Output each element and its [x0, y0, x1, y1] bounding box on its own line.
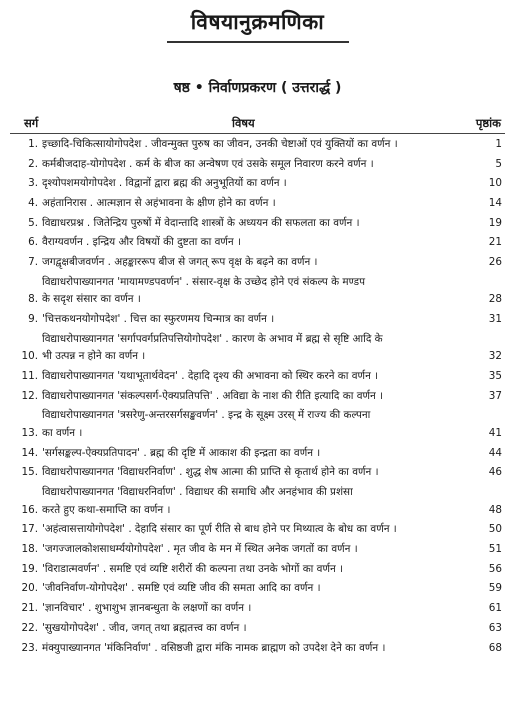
toc-entry — [0, 541, 515, 559]
toc-entry — [0, 234, 515, 252]
entry-text — [42, 541, 456, 559]
entry-text-line: वैराग्यवर्णन . इन्द्रिय और विषयों की दुष्टता का वर्णन । — [42, 236, 241, 249]
entry-number: 15. — [21, 466, 38, 479]
toc-entry — [0, 136, 515, 154]
entry-text-line: विद्याधरोपाख्यानगत 'यथाभूतार्थवेदन' . देहादि दृश्य की अभावना को स्थिर करने का वर्णन । — [42, 370, 379, 383]
entry-text — [42, 368, 456, 386]
title-underline — [167, 41, 349, 43]
entry-page-number: 68 — [488, 641, 502, 654]
entry-number: 12. — [21, 389, 38, 402]
entry-number: 17. — [21, 523, 38, 536]
entry-text — [42, 464, 456, 482]
entry-text — [42, 156, 456, 174]
toc-entry — [0, 445, 515, 463]
header-divider — [10, 133, 505, 134]
entry-number: 23. — [21, 641, 38, 654]
entry-page-number: 41 — [488, 427, 502, 440]
entry-text — [42, 311, 456, 329]
toc-entry — [0, 484, 515, 519]
entry-text-line: विद्याधरोपाख्यानगत 'विद्याधरनिर्वाण' . विद्याधर की समाधि और अनहंभाव की प्रशंसा — [42, 486, 353, 499]
entry-number: 7. — [28, 256, 38, 269]
entry-page-number: 63 — [488, 621, 502, 634]
entry-page-number: 35 — [488, 370, 502, 383]
entry-text — [42, 407, 456, 442]
entry-page-number: 44 — [488, 446, 502, 459]
entry-page-number: 59 — [488, 582, 502, 595]
entry-text — [42, 274, 456, 309]
toc-entry — [0, 331, 515, 366]
entry-number: 13. — [21, 427, 38, 440]
entry-text — [42, 521, 456, 539]
toc-entry — [0, 407, 515, 442]
entry-text — [42, 195, 456, 213]
entry-text-line: के सदृश संसार का वर्णन । — [42, 293, 141, 306]
entry-text-line: विद्याधरोपाख्यानगत 'विद्याधरनिर्वाण' . शुद्ध शेष आत्मा की प्राप्ति से कृतार्थ होने का वर्णन । — [42, 466, 379, 479]
entry-number: 2. — [28, 157, 38, 170]
entry-text-line: 'अहंत्वासत्तायोगोपदेश' . देहादि संसार का पूर्ण रीति से बाध होने पर मिथ्यात्व के बोध का वर्णन । — [42, 523, 397, 536]
toc-entries — [0, 136, 515, 659]
toc-entry — [0, 156, 515, 174]
entry-text-line: का वर्णन । — [42, 427, 83, 440]
entry-page-number: 31 — [488, 313, 502, 326]
entry-number: 3. — [28, 177, 38, 190]
toc-entry — [0, 195, 515, 213]
entry-page-number: 48 — [488, 503, 502, 516]
entry-number: 9. — [28, 313, 38, 326]
section-subtitle: षष्ठ • निर्वाणप्रकरण ( उत्तरार्द्ध ) — [173, 80, 342, 96]
entry-text — [42, 600, 456, 618]
entry-page-number: 26 — [488, 256, 502, 269]
entry-number: 5. — [28, 216, 38, 229]
entry-text-line: मंक्युपाख्यानगत 'मंकिनिर्वाण' . वसिष्ठजी द्वारा मंकि नामक ब्राह्मण को उपदेश देने का वर्णन । — [42, 641, 386, 654]
entry-text-line: विद्याधरप्रश्न . जितेन्द्रिय पुरुषों में वेदान्तादि शास्त्रों के अध्ययन की सफलता का वर्णन । — [42, 216, 360, 229]
entry-page-number: 32 — [488, 350, 502, 363]
entry-text — [42, 215, 456, 233]
entry-text — [42, 640, 456, 658]
entry-text-line: दृश्योपशमयोगोपदेश . विद्वानों द्वारा ब्रह्म की अनुभूतियों का वर्णन । — [42, 177, 287, 190]
entry-number: 1. — [28, 138, 38, 150]
toc-entry — [0, 561, 515, 579]
entry-text-line: भी उत्पन्न न होने का वर्णन । — [42, 350, 146, 363]
entry-text — [42, 331, 456, 366]
toc-entry — [0, 620, 515, 638]
entry-page-number: 61 — [488, 602, 502, 615]
toc-entry — [0, 600, 515, 618]
column-header-sarg: सर्ग — [24, 116, 39, 130]
entry-number: 18. — [21, 543, 38, 556]
entry-text-line: विद्याधरोपाख्यानगत 'त्रसरेणु-अन्तरसर्गसङ्खवर्णन' . इन्द्र के सूक्ष्म उरस् में राज्य की कल्पना — [42, 409, 371, 422]
toc-entry — [0, 640, 515, 658]
entry-number: 10. — [21, 350, 38, 363]
page-title: विषयानुक्रमणिका — [190, 10, 325, 34]
column-header-page: पृष्ठांक — [475, 116, 501, 130]
entry-text-line: 'सुखयोगोपदेश' . जीव, जगत् तथा ब्रह्मतत्त्व का वर्णन । — [42, 621, 247, 634]
toc-entry — [0, 388, 515, 406]
entry-number: 8. — [28, 293, 38, 306]
entry-number: 16. — [21, 503, 38, 516]
toc-entry — [0, 274, 515, 309]
entry-page-number: 5 — [495, 157, 502, 170]
entry-text — [42, 561, 456, 579]
entry-page-number: 50 — [488, 523, 502, 536]
entry-number: 4. — [28, 197, 38, 210]
toc-entry — [0, 368, 515, 386]
entry-text-line: विद्याधरोपाख्यानगत 'संकल्पसर्ग-ऐक्यप्रतिपत्ति' . अविद्या के नाश की रीति इत्यादि का वर्णन । — [42, 389, 384, 402]
entry-page-number: 51 — [488, 543, 502, 556]
entry-text — [42, 234, 456, 252]
toc-entry — [0, 254, 515, 272]
entry-text-line: 'विराडात्मवर्णन' . समष्टि एवं व्यष्टि शरीरों की कल्पना तथा उनके भोगों का वर्णन । — [42, 562, 343, 575]
entry-text-line: अहंतानिरास . आत्मज्ञान से अहंभावना के क्षीण होने का वर्णन । — [42, 197, 276, 210]
column-header-vishay: विषय — [232, 116, 255, 130]
entry-number: 11. — [21, 370, 38, 383]
entry-number: 20. — [21, 582, 38, 595]
toc-entry — [0, 521, 515, 539]
entry-page-number: 56 — [488, 562, 502, 575]
entry-page-number: 19 — [488, 216, 502, 229]
entry-page-number: 10 — [488, 177, 502, 190]
entry-text — [42, 388, 456, 406]
entry-page-number: 14 — [488, 197, 502, 210]
entry-page-number: 21 — [488, 236, 502, 249]
entry-text-line: जगद्वृक्षबीजवर्णन . अहङ्कार‍रूप बीज से जगत् रूप वृक्ष के बढ़ने का वर्णन । — [42, 256, 318, 269]
entry-text-line: 'चित्तकथनयोगोपदेश' . चित्त का स्फुरणमय चिन्मात्र का वर्णन । — [42, 313, 275, 326]
entry-text — [42, 175, 456, 193]
entry-text — [42, 445, 456, 463]
entry-number: 19. — [21, 562, 38, 575]
entry-number: 6. — [28, 236, 38, 249]
entry-text-line: कर्मबीजदाह-योगोपदेश . कर्म के बीज का अन्वेषण एवं उसके समूल निवारण करने वर्णन । — [42, 157, 374, 170]
entry-text — [42, 580, 456, 598]
entry-number: 22. — [21, 621, 38, 634]
entry-text — [42, 254, 456, 272]
entry-text-line: विद्याधरोपाख्यानगत 'सर्गापवर्गप्रतिपत्तियोगोपदेश' . कारण के अभाव में ब्रह्म से सृष्टि आदि के — [42, 332, 383, 345]
entry-text-line: 'ज्ञानविचार' . शुभाशुभ ज्ञानबन्धुता के लक्षणों का वर्णन । — [42, 602, 252, 615]
entry-text — [42, 136, 456, 154]
entry-text-line: 'जीवनिर्वाण-योगोपदेश' . समष्टि एवं व्यष्टि जीव की समता आदि का वर्णन । — [42, 582, 321, 595]
entry-number: 21. — [21, 602, 38, 615]
toc-entry — [0, 215, 515, 233]
entry-text-line: इच्छादि-चिकित्सायोगोपदेश . जीवन्मुक्त पुरुष का जीवन, उनकी चेष्टाओं एवं युक्तियों का वर्णन । — [42, 138, 398, 150]
entry-text-line: करते हुए कथा-समाप्ति का वर्णन । — [42, 503, 171, 516]
entry-page-number: 46 — [488, 466, 502, 479]
entry-page-number: 1 — [495, 138, 502, 150]
entry-page-number: 28 — [488, 293, 502, 306]
entry-text — [42, 484, 456, 519]
entry-page-number: 37 — [488, 389, 502, 402]
entry-text-line: 'सर्गसङ्कल्प-ऐक्यप्रतिपादन' . ब्रह्म की दृष्टि में आकाश की इन्द्रता का वर्णन । — [42, 446, 321, 459]
entry-text-line: विद्याधरोपाख्यानगत 'मायामण्डपवर्णन' . संसार-वृक्ष के उच्छेद होने एवं संकल्प के मण्डप — [42, 275, 366, 288]
toc-entry — [0, 311, 515, 329]
toc-entry — [0, 175, 515, 193]
entry-text-line: 'जगज्जालकोशसाधर्म्ययोगोपदेश' . मृत जीव के मन में स्थित अनेक जगतों का वर्णन । — [42, 543, 358, 556]
toc-entry — [0, 464, 515, 482]
entry-number: 14. — [21, 446, 38, 459]
entry-text — [42, 620, 456, 638]
toc-entry — [0, 580, 515, 598]
